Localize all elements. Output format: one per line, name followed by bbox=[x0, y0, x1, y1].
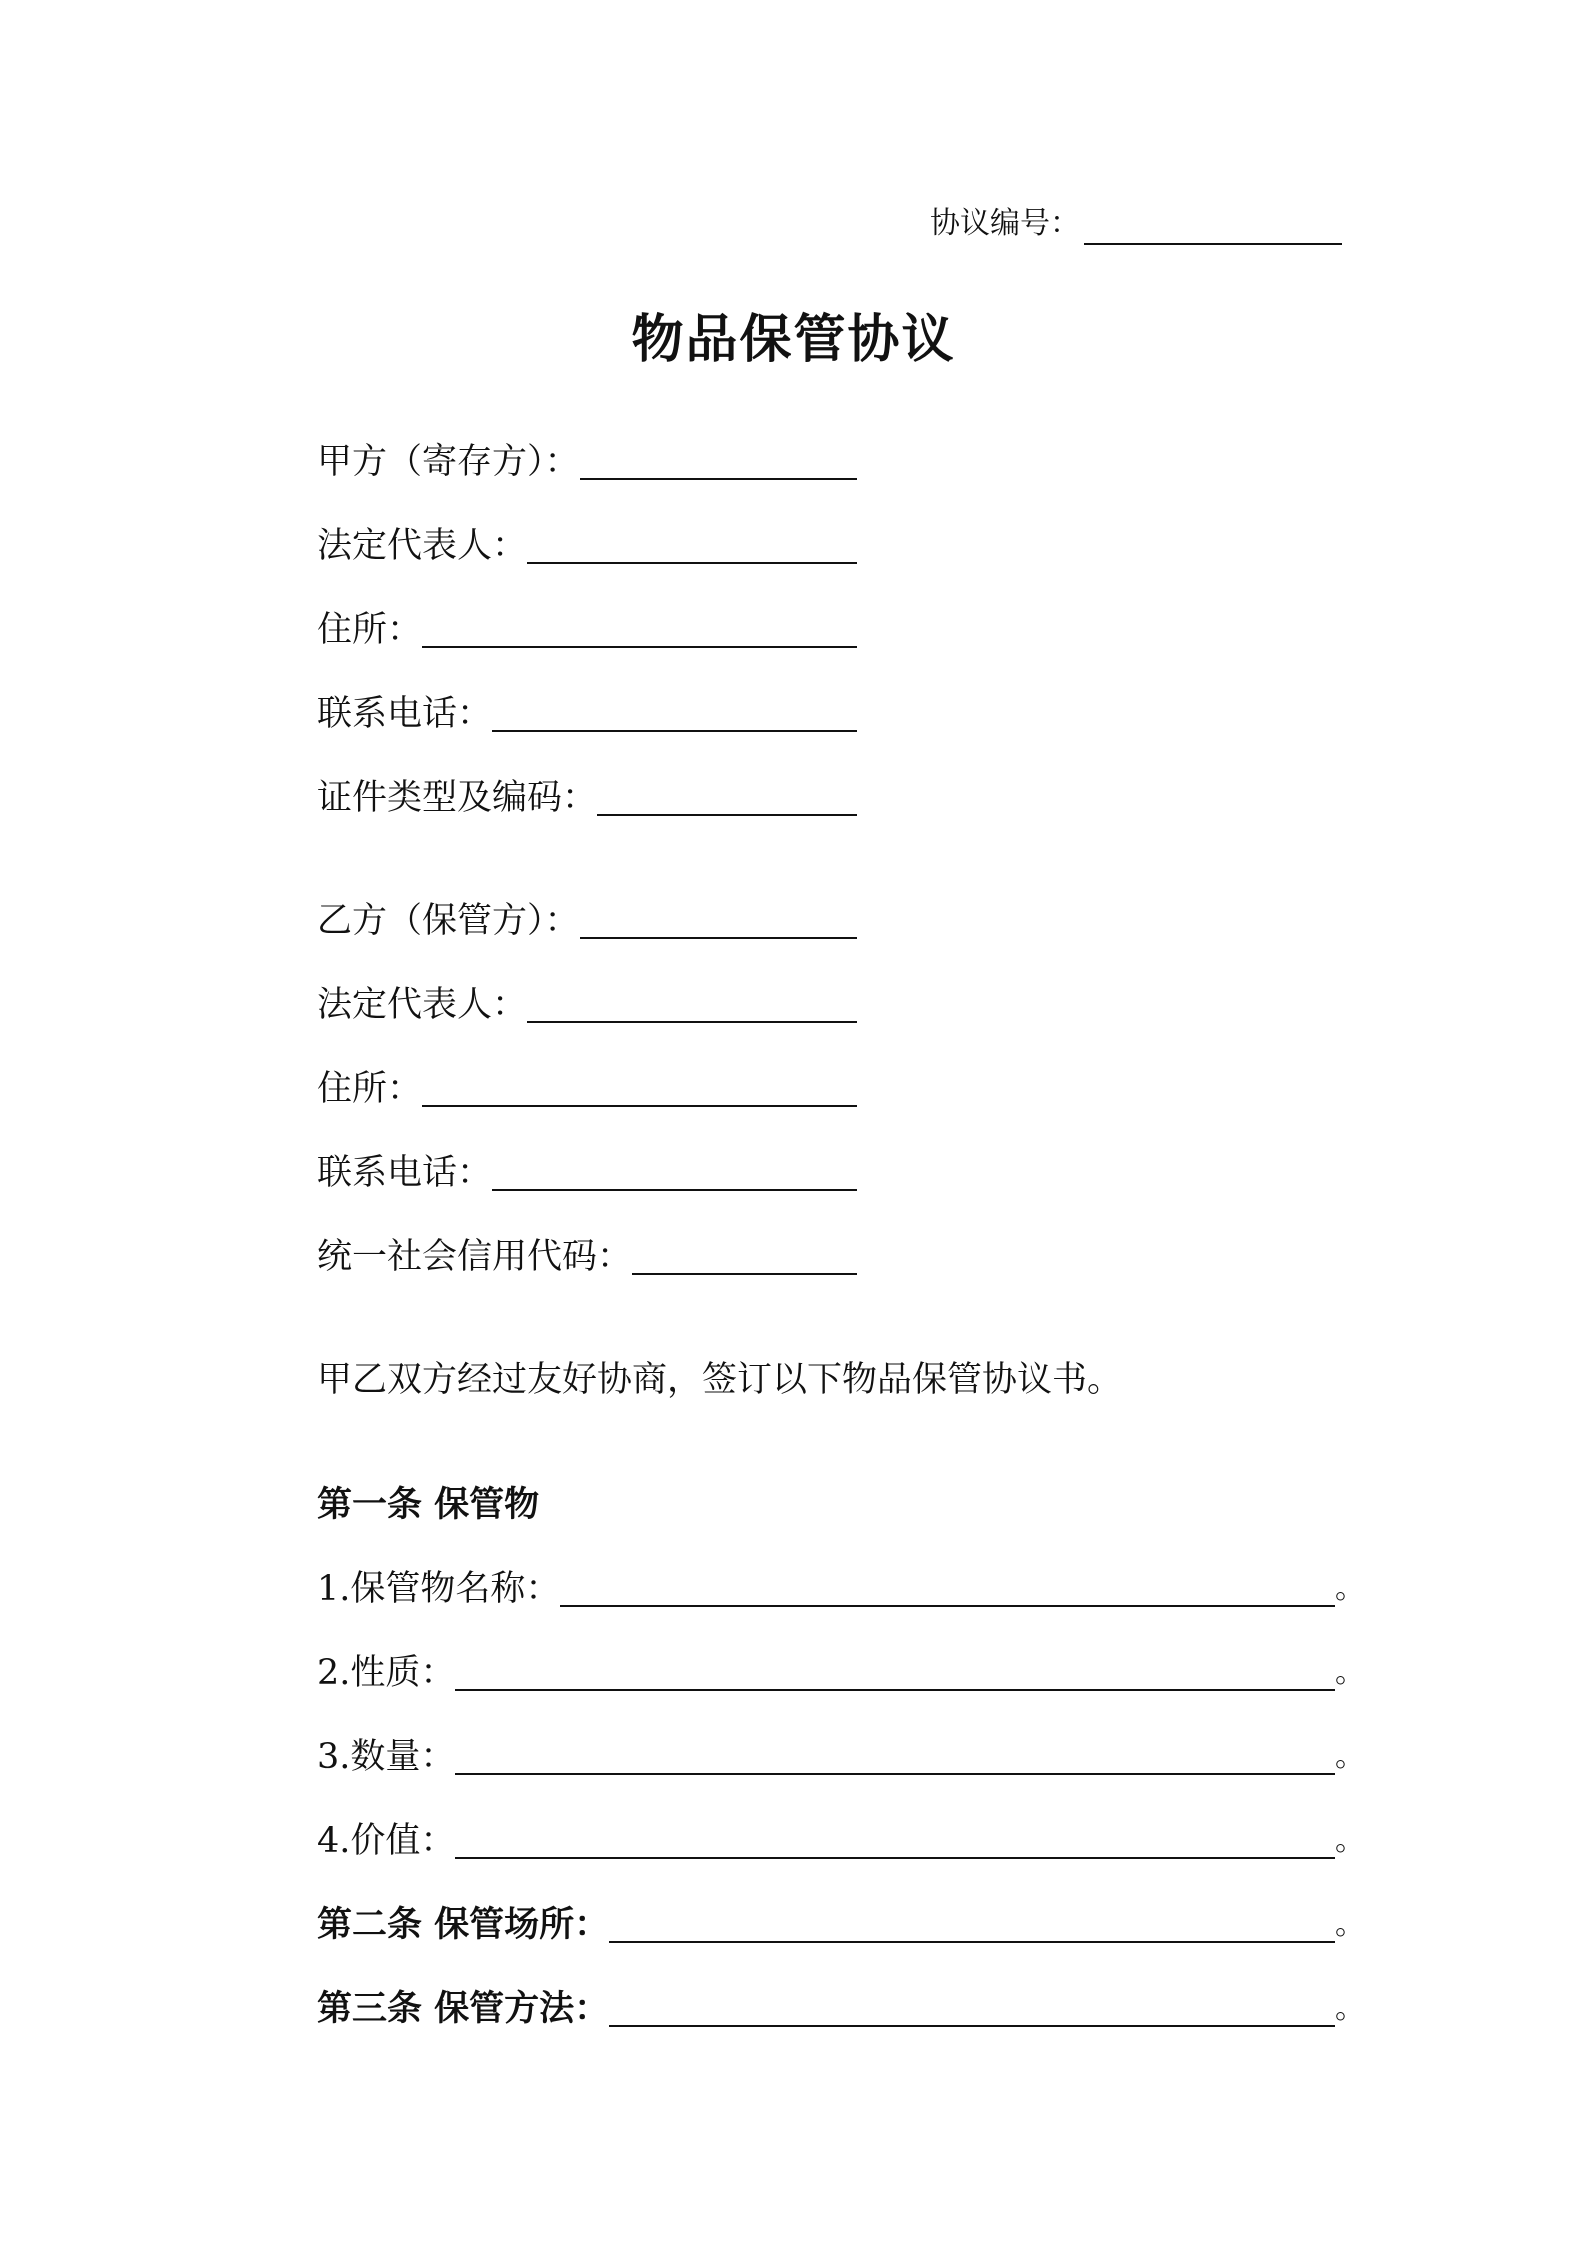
item-end-mark: 。 bbox=[1335, 1823, 1365, 1858]
article-1-item bbox=[317, 1817, 1365, 1865]
item-end-mark: 。 bbox=[1335, 1571, 1365, 1606]
party-b-name-field bbox=[317, 897, 857, 945]
party-b-address-blank[interactable] bbox=[422, 1069, 857, 1107]
party-a-name-field bbox=[317, 438, 857, 486]
party-b-phone-label: 联系电话： bbox=[317, 1153, 493, 1193]
party-a-address-blank[interactable] bbox=[422, 610, 857, 648]
party-a-id-blank[interactable] bbox=[597, 778, 857, 816]
party-b-rep-field bbox=[317, 981, 857, 1029]
article-1-heading: 第一条 保管物 bbox=[317, 1484, 540, 1525]
intro-paragraph: 甲乙双方经过友好协商，签订以下物品保管协议书。 bbox=[317, 1360, 1123, 1400]
article-2-storage-place bbox=[317, 1901, 1365, 1949]
party-a-address-label: 住所： bbox=[317, 610, 423, 650]
item-value-blank[interactable] bbox=[455, 1821, 1335, 1859]
item-end-mark: 。 bbox=[1335, 1655, 1365, 1690]
party-a-id-field bbox=[317, 774, 857, 822]
item-value-label: 4.价值： bbox=[317, 1821, 456, 1861]
party-b-rep-blank[interactable] bbox=[527, 985, 857, 1023]
article-1-item bbox=[317, 1565, 1365, 1613]
party-a-name-label: 甲方（寄存方）： bbox=[317, 442, 580, 482]
article-2-blank[interactable] bbox=[609, 1905, 1335, 1943]
item-nature-blank[interactable] bbox=[455, 1653, 1335, 1691]
article-3-label: 第三条 保管方法： bbox=[317, 1988, 610, 2029]
document-title: 物品保管协议 bbox=[631, 309, 956, 370]
party-a-phone-field bbox=[317, 690, 857, 738]
article-3-storage-method bbox=[317, 1985, 1365, 2033]
party-b-credit-code-field bbox=[317, 1233, 857, 1281]
party-b-name-blank[interactable] bbox=[580, 901, 857, 939]
agreement-number-blank[interactable] bbox=[1084, 213, 1342, 245]
item-quantity-label: 3.数量： bbox=[317, 1737, 456, 1777]
party-b-phone-blank[interactable] bbox=[492, 1153, 857, 1191]
item-end-mark: 。 bbox=[1335, 1907, 1365, 1942]
item-name-label: 1.保管物名称： bbox=[317, 1569, 561, 1609]
item-nature-label: 2.性质： bbox=[317, 1653, 456, 1693]
agreement-number-label: 协议编号： bbox=[930, 206, 1080, 241]
item-end-mark: 。 bbox=[1335, 1991, 1365, 2026]
party-a-id-label: 证件类型及编码： bbox=[317, 778, 598, 818]
party-b-rep-label: 法定代表人： bbox=[317, 985, 528, 1025]
article-1-item bbox=[317, 1733, 1365, 1781]
party-a-phone-label: 联系电话： bbox=[317, 694, 493, 734]
party-a-rep-label: 法定代表人： bbox=[317, 526, 528, 566]
party-b-credit-code-blank[interactable] bbox=[632, 1237, 857, 1275]
party-a-address-field bbox=[317, 606, 857, 654]
party-a-rep-field bbox=[317, 522, 857, 570]
item-end-mark: 。 bbox=[1335, 1739, 1365, 1774]
article-1-item bbox=[317, 1649, 1365, 1697]
party-a-rep-blank[interactable] bbox=[527, 526, 857, 564]
party-b-address-field bbox=[317, 1065, 857, 1113]
party-b-address-label: 住所： bbox=[317, 1069, 423, 1109]
party-a-phone-blank[interactable] bbox=[492, 694, 857, 732]
party-b-credit-code-label: 统一社会信用代码： bbox=[317, 1237, 633, 1277]
article-3-blank[interactable] bbox=[609, 1989, 1335, 2027]
agreement-number-field bbox=[930, 203, 1342, 245]
party-a-name-blank[interactable] bbox=[580, 442, 857, 480]
item-quantity-blank[interactable] bbox=[455, 1737, 1335, 1775]
party-b-name-label: 乙方（保管方）： bbox=[317, 901, 580, 941]
party-b-phone-field bbox=[317, 1149, 857, 1197]
article-2-label: 第二条 保管场所： bbox=[317, 1904, 610, 1945]
item-name-blank[interactable] bbox=[560, 1569, 1335, 1607]
